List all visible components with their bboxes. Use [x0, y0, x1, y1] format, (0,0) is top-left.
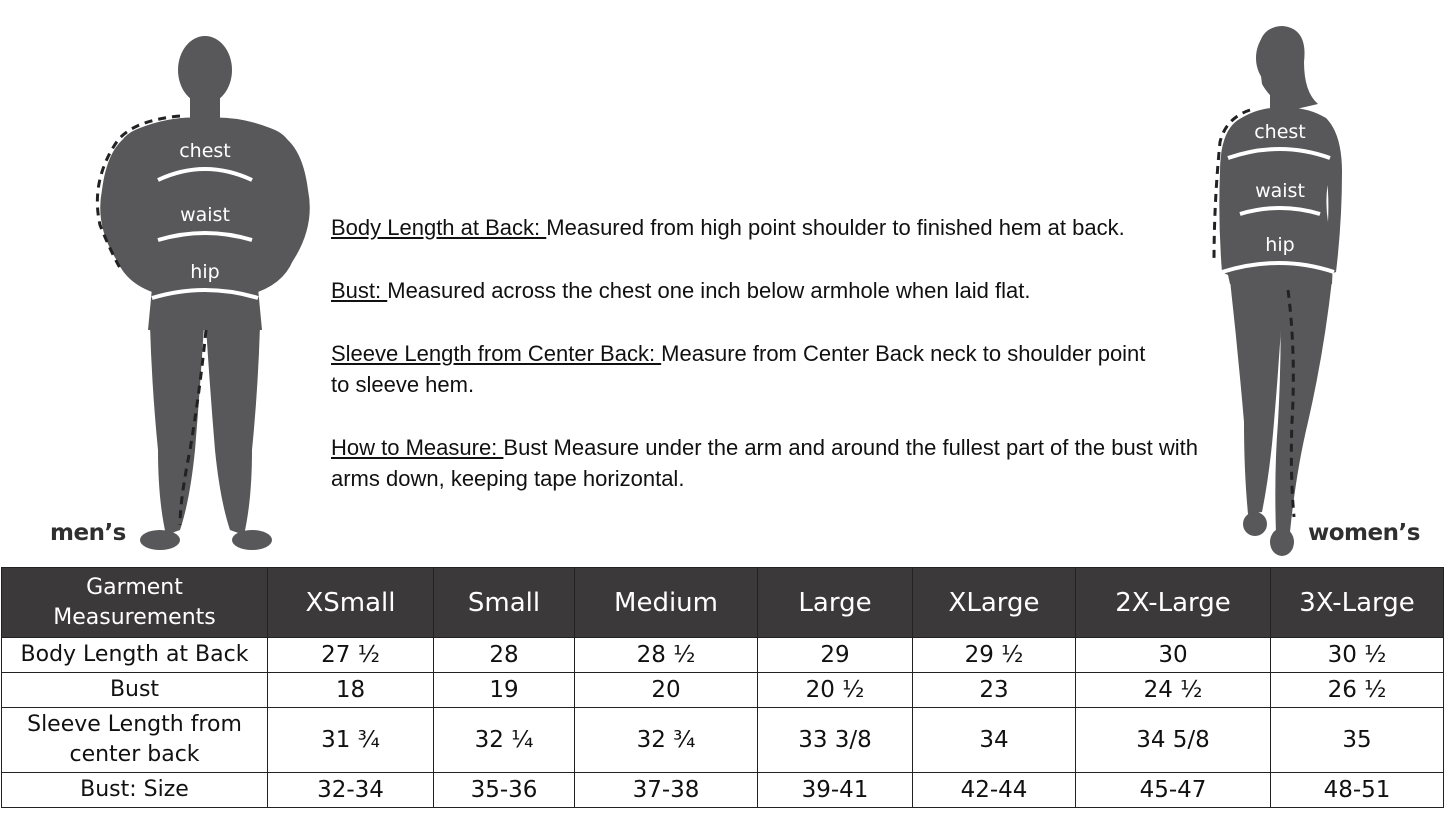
header-size-medium: Medium [575, 568, 758, 638]
description-body-length [331, 212, 1211, 243]
header-size-2x-large: 2X-Large [1076, 568, 1271, 638]
table-cell: 29 ½ [913, 638, 1076, 673]
womens-chest-label: chest [1254, 121, 1306, 143]
header-garment-measurements: Garment Measurements [2, 568, 268, 638]
description-sleeve-length [331, 338, 1161, 400]
mens-waist-label: waist [180, 204, 230, 226]
table-cell: 27 ½ [268, 638, 434, 673]
description-term: How to Measure: [331, 435, 504, 460]
table-row [2, 773, 1444, 808]
table-cell: 20 ½ [758, 673, 913, 708]
description-text: Measure from Center Back neck to shoulder point to sleeve hem. [331, 341, 1146, 397]
table-cell: 39-41 [758, 773, 913, 808]
table-cell: 32-34 [268, 773, 434, 808]
table-cell: 32 ¾ [575, 708, 758, 773]
table-cell: 31 ¾ [268, 708, 434, 773]
table-cell: 35-36 [434, 773, 575, 808]
row-label: Sleeve Length from center back [2, 708, 268, 773]
description-how-to-measure [331, 432, 1201, 494]
mens-body-figure [40, 30, 340, 560]
size-chart-table [1, 567, 1444, 808]
header-size-large: Large [758, 568, 913, 638]
description-term: Body Length at Back: [331, 215, 547, 240]
description-text: Bust Measure under the arm and around the fullest part of the bust with arms down, keeping tape horizontal. [331, 435, 1199, 491]
description-text: Measured across the chest one inch below armhole when laid flat. [387, 278, 1031, 303]
table-cell: 34 [913, 708, 1076, 773]
table-cell: 18 [268, 673, 434, 708]
table-cell: 32 ¼ [434, 708, 575, 773]
row-label: Bust [2, 673, 268, 708]
womens-hip-label: hip [1265, 234, 1295, 256]
table-cell: 28 [434, 638, 575, 673]
table-cell: 37-38 [575, 773, 758, 808]
measurement-descriptions [331, 212, 1211, 526]
description-bust [331, 275, 1211, 306]
description-term: Sleeve Length from Center Back: [331, 341, 662, 366]
table-cell: 45-47 [1076, 773, 1271, 808]
table-cell: 19 [434, 673, 575, 708]
header-size-xsmall: XSmall [268, 568, 434, 638]
table-cell: 30 ½ [1271, 638, 1444, 673]
table-cell: 48-51 [1271, 773, 1444, 808]
description-term: Bust: [331, 278, 388, 303]
table-row [2, 638, 1444, 673]
table-cell: 24 ½ [1076, 673, 1271, 708]
table-row [2, 673, 1444, 708]
table-cell: 30 [1076, 638, 1271, 673]
mens-chest-label: chest [179, 140, 231, 162]
row-label: Body Length at Back [2, 638, 268, 673]
table-cell: 33 3/8 [758, 708, 913, 773]
table-cell: 42-44 [913, 773, 1076, 808]
table-cell: 35 [1271, 708, 1444, 773]
table-row [2, 708, 1444, 773]
table-cell: 28 ½ [575, 638, 758, 673]
row-label: Bust: Size [2, 773, 268, 808]
table-cell: 29 [758, 638, 913, 673]
womens-waist-label: waist [1255, 180, 1305, 202]
header-size-small: Small [434, 568, 575, 638]
table-cell: 23 [913, 673, 1076, 708]
table-cell: 20 [575, 673, 758, 708]
table-cell: 26 ½ [1271, 673, 1444, 708]
table-cell: 34 5/8 [1076, 708, 1271, 773]
mens-hip-label: hip [190, 261, 220, 283]
womens-label: women’s [1308, 520, 1420, 546]
womens-body-figure [1200, 22, 1435, 560]
mens-label: men’s [50, 520, 126, 546]
header-size-xlarge: XLarge [913, 568, 1076, 638]
description-text: Measured from high point shoulder to finished hem at back. [546, 215, 1125, 240]
header-size-3x-large: 3X-Large [1271, 568, 1444, 638]
table-header-row [2, 568, 1444, 638]
